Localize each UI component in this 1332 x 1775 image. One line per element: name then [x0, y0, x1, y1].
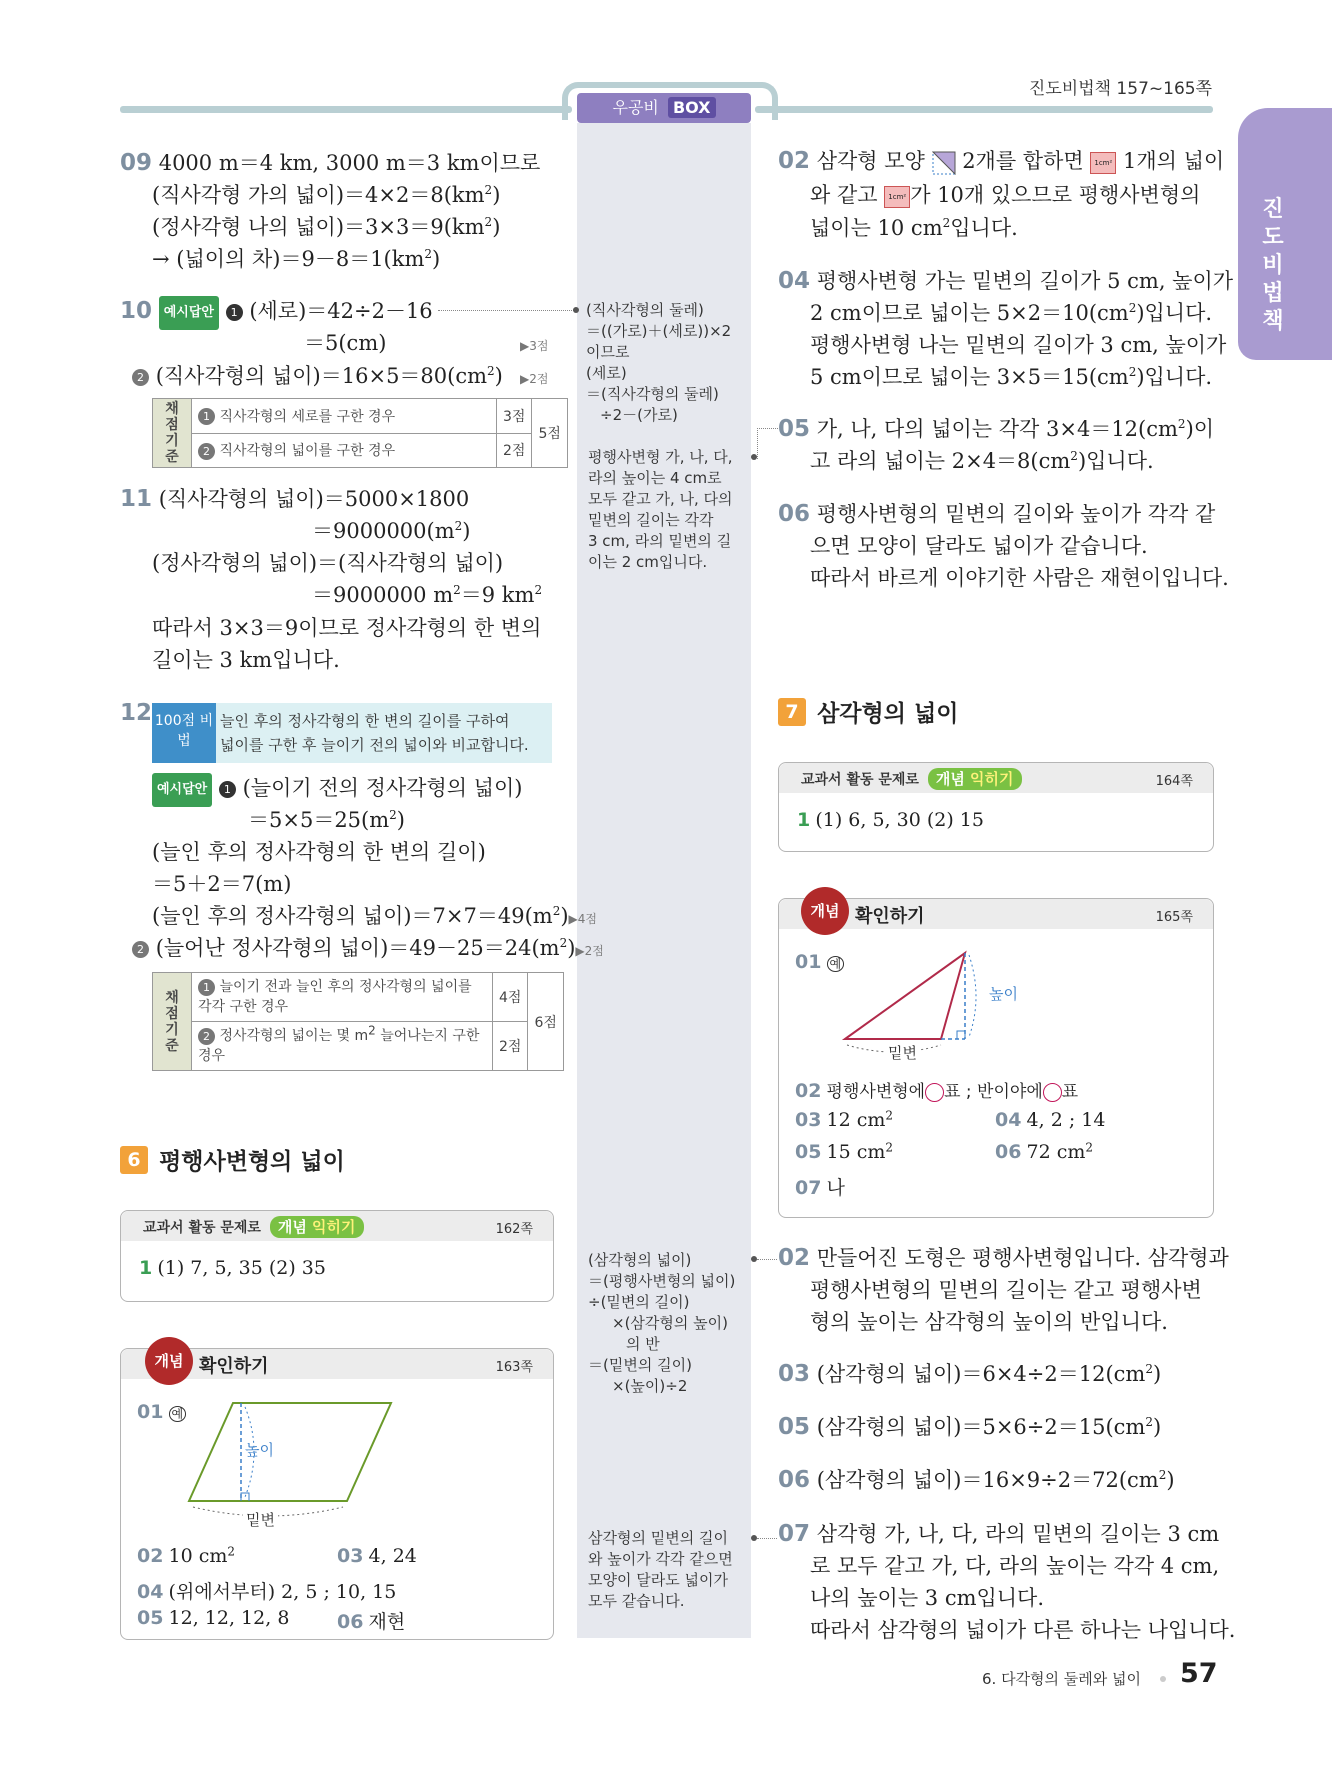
answer-number: 06: [337, 1611, 364, 1633]
q09-line1: [120, 147, 540, 179]
q12-points: ▶4점: [568, 912, 598, 926]
header-ref: 진도비법책 157~165쪽: [1028, 79, 1212, 99]
r-q04-line4: 5 cm이므로 넓이는 $3\times 5=15(cm^2)$입니다.: [810, 365, 1213, 389]
answer-number: 03: [337, 1545, 364, 1567]
answer-value: 4, 2 ; 14: [1026, 1109, 1106, 1131]
activity-answer: (1) 7, 5, 35 (2) 35: [157, 1257, 326, 1279]
q12-text: (늘어난 정사각형의 넓이)＝49－25＝24(m: [155, 936, 560, 960]
check-label: 확인하기: [199, 1356, 269, 1377]
r2-q07-number: 07: [778, 1521, 811, 1547]
section-6-heading: [120, 1143, 345, 1176]
q12-line2: $=5\times 5=25(m^2)$: [248, 808, 405, 832]
section-title: 평행사변형의 넓이: [159, 1149, 345, 1175]
q11-text: ＝9000000 m: [312, 583, 454, 607]
r2-q02-line2: [810, 1274, 1202, 1306]
note-line: ×(높이)÷2: [612, 1377, 688, 1395]
check-tag: 개념: [801, 887, 849, 935]
box-label-text: 우공비: [612, 98, 659, 117]
q12-text: ＝5＋2＝7(m): [152, 872, 292, 896]
header-rule-right: [755, 106, 1213, 113]
r2-q06-text: (삼각형의 넓이)＝16×9÷2＝72(cm: [816, 1468, 1159, 1492]
figure-base-label: 밑변: [243, 1509, 278, 1530]
r2-q03-line: 03 (삼각형의 넓이)$=6\times 4\div 2=12(cm^2)$: [778, 1361, 1162, 1387]
circle-mark-icon: [925, 1083, 944, 1102]
q12-points: ▶2점: [575, 944, 604, 958]
side-tab-char: 책: [1262, 309, 1284, 334]
rubric-points: 2점: [497, 433, 532, 468]
q10-text: (세로)＝42÷2－16: [249, 299, 433, 323]
r2-q07-text: 따라서 삼각형의 넓이가 다른 하나는 나입니다.: [810, 1618, 1236, 1642]
rubric-item: 늘이기 전과 늘인 후의 정사각형의 넓이를 각각 구한 경우: [198, 979, 472, 1015]
check-page: 165쪽: [1155, 910, 1193, 925]
q12-tip-text: 넓이를 구한 후 늘이기 전의 넓이와 비교합니다.: [220, 736, 529, 754]
triangle-tile-icon: [932, 151, 956, 175]
q12-badge: 예시답안: [152, 773, 212, 807]
answer-value: 재현: [368, 1611, 406, 1633]
footer-chapter: 6. 다각형의 둘레와 넓이: [982, 1670, 1142, 1688]
side-tab-char: 도: [1262, 225, 1284, 250]
r2-q06-line: 06 (삼각형의 넓이)$=16\times 9\div 2=72(cm^2)$: [778, 1467, 1175, 1493]
r2-q07-line2: [810, 1550, 1219, 1582]
activity-page: 164쪽: [1155, 774, 1193, 789]
rubric-total: 5점: [532, 399, 567, 468]
q11-text: ＝9000000(m: [312, 519, 455, 543]
parallelogram-figure: [161, 1401, 401, 1531]
answer-number: 03: [795, 1109, 822, 1131]
page-number: 57: [1180, 1658, 1218, 1689]
answer-value: 평행사변형에: [826, 1082, 926, 1102]
check-tag: 개념: [145, 1337, 193, 1385]
note-line: ×(삼각형의 높이): [612, 1314, 728, 1332]
rubric-item: 직사각형의 세로를 구한 경우: [219, 408, 396, 425]
q09-number: 09: [120, 150, 153, 176]
circle-mark-icon: [1043, 1083, 1062, 1102]
answer-number: 04: [995, 1109, 1022, 1131]
q11-text: (직사각형의 넓이)＝5000×1800: [158, 487, 470, 511]
r-q06-text: 으면 모양이 달라도 넓이가 같습니다.: [810, 534, 1148, 558]
note-perimeter: [586, 300, 731, 426]
q12-number: 12: [120, 700, 153, 726]
activity-answer: (1) 6, 5, 30 (2) 15: [815, 809, 984, 831]
r-q04-text: 평행사변형 가는 밑변의 길이가 5 cm, 높이가: [816, 269, 1234, 293]
r-q02-text: 가 10개 있으므로 평행사변형의: [910, 183, 1201, 207]
q11-line5: [152, 612, 541, 644]
note-line: ＝(평행사변형의 넓이): [588, 1272, 736, 1290]
q10-line1: 10 예시답안 1 (세로)＝42÷2－16: [120, 295, 433, 330]
note-line: (세로): [586, 364, 627, 382]
note-line: ＝((가로)＋(세로))×2: [586, 322, 732, 340]
r-q02-text: 입니다.: [950, 216, 1018, 240]
answer-value: 나: [826, 1177, 845, 1199]
figure-base-label: 밑변: [885, 1042, 920, 1063]
r-q06-text: 평행사변형의 밑변의 길이와 높이가 각각 같: [816, 502, 1216, 526]
r-q02-text: 와 같고: [810, 183, 878, 207]
rubric-item: 직사각형의 넓이를 구한 경우: [219, 443, 396, 460]
q12-tip-label: 100점 비법: [152, 703, 216, 763]
r-q04-text: )입니다.: [1136, 365, 1213, 389]
r-q06-line3: [810, 562, 1229, 594]
note-line: 모두 같고 가, 나, 다의: [588, 490, 733, 508]
answer-number: 05: [795, 1141, 822, 1163]
r-q02-line2: [810, 179, 1200, 211]
q11-line4: ＝9000000 $m^2=9$ $km^2$: [312, 583, 543, 607]
answer-value: 12, 12, 12, 8: [168, 1607, 290, 1629]
q12-text: (늘인 후의 정사각형의 한 변의 길이): [152, 840, 486, 864]
check-label: 확인하기: [855, 906, 925, 927]
q12-text: ＝5×5＝25(m: [248, 808, 390, 832]
side-tab: [1238, 108, 1332, 360]
r-q04-line2: 2 cm이므로 넓이는 $5\times 2=10(cm^2)$입니다.: [810, 301, 1213, 325]
q11-line1: [120, 483, 469, 515]
answer-number: 07: [795, 1177, 822, 1199]
box-label: [577, 93, 751, 123]
rubric-label: 채점 기준: [153, 399, 192, 468]
section-number: 6: [120, 1146, 148, 1174]
header-rule-left: [120, 106, 572, 113]
rubric-item: 늘어나는지 구한 경우: [198, 1028, 480, 1064]
check-panel-163: 개념 확인하기 163쪽 01 예 높이 밑변 02 10 $cm^2$ 03 4, 24 04 (위에서부터) 2, 5 ; 10, 15 05 12, 12, 12, 8 06 재현: [120, 1348, 554, 1640]
q12-text: (늘이기 전의 정사각형의 넓이): [242, 776, 523, 800]
q12-tip-text: 늘인 후의 정사각형의 한 변의 길이를 구하여: [220, 712, 510, 730]
r-q05-text: 가, 나, 다의 넓이는 각각 3×4＝12(cm: [816, 417, 1178, 441]
r-q06-number: 06: [778, 501, 811, 527]
r-q06-text: 따라서 바르게 이야기한 사람은 재현이입니다.: [810, 566, 1229, 590]
rubric-item: 정사각형의 넓이는 몇 m: [219, 1028, 369, 1044]
answer-number: 06: [995, 1141, 1022, 1163]
example-mark: 예: [169, 1406, 187, 1422]
rubric-points: 3점: [497, 399, 532, 434]
answer-number: 01: [795, 951, 822, 973]
r-q05-text: 고 라의 넓이는 2×4＝8(cm: [810, 449, 1071, 473]
note-line: 3 cm, 라의 밑변의 길: [588, 532, 732, 550]
r-q04-line3: [810, 329, 1226, 361]
check-panel-165: 개념 확인하기 165쪽 01 예 높이 밑변 02 평행사변형에 표 ; 반이야에 표 03 12 $cm^2$ 04 4, 2 ; 14 05 15 $cm^2$ 06 72 $cm^2$ 07 나: [778, 898, 1214, 1218]
q11-text: 길이는 3 km입니다.: [152, 648, 340, 672]
r2-q07-line3: [810, 1582, 1044, 1614]
activity-answer-number: 1: [797, 809, 811, 831]
q10-text: (직사각형의 넓이)＝16×5＝80(cm: [155, 364, 488, 388]
r2-q02-text: 평행사변형의 밑변의 길이는 같고 평행사변: [810, 1278, 1202, 1302]
q09-line2: (직사각형 가의 넓이)$=4\times 2=8(km^2)$: [152, 183, 501, 207]
r-q04-text: 평행사변형 나는 밑변의 길이가 3 cm, 높이가: [810, 333, 1227, 357]
q10-rubric: 채점 기준 1 직사각형의 세로를 구한 경우 3점 5점 2 직사각형의 넓이를 구한 경우 2점: [152, 398, 568, 468]
q11-line3: [152, 547, 503, 579]
note-line: 라의 높이는 4 cm로: [588, 469, 722, 487]
q09-text: 4000 m＝4 km, 3000 m＝3 km이므로: [158, 151, 541, 175]
q11-line6: [152, 644, 340, 676]
q09-text: → (넓이의 차)＝9－8＝1(km: [152, 247, 425, 271]
r-q05-line1: 05 가, 나, 다의 넓이는 각각 $3\times 4=12(cm^2)$이: [778, 416, 1215, 442]
r-q06-line1: [778, 498, 1215, 530]
side-tab-char: 진: [1262, 197, 1284, 222]
q09-text: (정사각형 나의 넓이)＝3×3＝9(km: [152, 215, 485, 239]
answer-number: 04: [137, 1581, 164, 1603]
note-line: 이므로: [586, 343, 630, 361]
activity-answer-number: 1: [139, 1257, 153, 1279]
check-page: 163쪽: [495, 1360, 533, 1375]
activity-label: 교과서 활동 문제로: [801, 772, 919, 788]
r-q02-line3: 넓이는 10 $cm^2$입니다.: [810, 216, 1018, 240]
answer-number: 02: [795, 1080, 822, 1102]
r2-q07-text: 나의 높이는 3 cm입니다.: [810, 1586, 1045, 1610]
q10-leader-dot: [573, 307, 579, 313]
activity-tag: [928, 768, 1022, 790]
r2-q02-line3: [810, 1306, 1168, 1338]
rubric-points: 2점: [493, 1022, 528, 1071]
r2-q02-text: 형의 높이는 삼각형의 높이의 반입니다.: [810, 1310, 1168, 1334]
section-7-heading: [778, 695, 958, 728]
note-n4-leader: [757, 1538, 777, 1539]
q10-text: ＝5(cm): [304, 331, 387, 355]
note-line: ÷(밑변의 길이): [588, 1293, 690, 1311]
answer-value: 12 cm: [826, 1109, 886, 1131]
figure-height-label: 높이: [245, 1441, 274, 1459]
note-triangle-area: [588, 1250, 735, 1397]
footer-dot: [1160, 1676, 1166, 1682]
q12-line1: 예시답안 1 (늘이기 전의 정사각형의 넓이): [152, 772, 522, 807]
r2-q07-text: 로 모두 같고 가, 다, 라의 높이는 각각 4 cm,: [810, 1554, 1220, 1578]
note-n3-leader: [757, 1259, 777, 1260]
q12-line6: 2 (늘어난 정사각형의 넓이)$=49-25=24(m^2)▶2$점: [132, 932, 604, 967]
note-parallelogram: [588, 447, 733, 573]
r-q05-text: )입니다.: [1077, 449, 1154, 473]
note-line: (직사각형의 둘레): [586, 301, 704, 319]
activity-label: 교과서 활동 문제로: [143, 1220, 261, 1236]
answer-number: 02: [137, 1545, 164, 1567]
note-line: 밑변의 길이는 각각: [588, 511, 714, 529]
r2-q06-number: 06: [778, 1467, 811, 1493]
activity-panel-164: [778, 762, 1214, 852]
r-q02-text: 삼각형 모양: [816, 149, 925, 173]
q10-leader: [438, 310, 574, 311]
box-label-badge: BOX: [668, 97, 716, 118]
r2-q07-line1: [778, 1518, 1219, 1550]
q11-text: (정사각형의 넓이)＝(직사각형의 넓이): [152, 551, 504, 575]
r-q05-text: )이: [1185, 417, 1215, 441]
note-line: 모두 같습니다.: [588, 1592, 685, 1610]
note-line: 의 반: [626, 1335, 660, 1353]
activity-panel-162: [120, 1210, 554, 1302]
activity-page: 162쪽: [495, 1222, 533, 1237]
r-q02-number: 02: [778, 148, 811, 174]
answer-value: 10 cm: [168, 1545, 228, 1567]
q09-line4: → (넓이의 차)$=9-8=1(km^2)$: [152, 247, 441, 271]
note-same-base-height: [588, 1528, 733, 1612]
r-q02-text: 넓이는 10 cm: [810, 216, 943, 240]
answer-value: 4, 24: [368, 1545, 417, 1567]
q11-text: ＝9 km: [460, 583, 535, 607]
r2-q02-text: 만들어진 도형은 평행사변형입니다. 삼각형과: [816, 1246, 1229, 1270]
note-n2-leader: [757, 428, 778, 459]
q12-text: (늘인 후의 정사각형의 넓이)＝7×7＝49(m: [152, 904, 553, 928]
note-line: ＝(직사각형의 둘레): [586, 385, 719, 403]
note-line: 모양이 달라도 넓이가: [588, 1571, 728, 1589]
unit-square-icon: 1cm²: [1090, 152, 1116, 174]
note-line: 평행사변형 가, 나, 다,: [588, 448, 733, 466]
q10-line2: [304, 327, 386, 359]
r-q05-line2: 고 라의 넓이는 $2\times 4=8(cm^2)$입니다.: [810, 449, 1154, 473]
answer-value: 표: [1061, 1082, 1079, 1102]
q12-tip: [152, 703, 552, 763]
side-tab-char: 법: [1262, 281, 1284, 306]
section-number: 7: [778, 698, 806, 726]
q12-line4: [152, 868, 291, 900]
answer-value: 72 cm: [1026, 1141, 1086, 1163]
answer-number: 05: [137, 1607, 164, 1629]
answer-value: 15 cm: [826, 1141, 886, 1163]
q10-points: ▶3점: [520, 339, 549, 353]
side-tab-char: 비: [1262, 253, 1284, 278]
activity-tag-text: 익히기: [312, 1218, 356, 1236]
r2-q05-number: 05: [778, 1414, 811, 1440]
r-q02-text: 2개를 합하면: [962, 149, 1084, 173]
answer-value: (위에서부터) 2, 5 ; 10, 15: [168, 1581, 397, 1603]
rubric-label: 채점 기준: [153, 973, 192, 1071]
r-q04-line1: [778, 265, 1233, 297]
q09-line3: (정사각형 나의 넓이)$=3\times 3=9(km^2)$: [152, 215, 501, 239]
activity-tag: [270, 1216, 364, 1238]
section-title: 삼각형의 넓이: [817, 701, 959, 727]
r2-q05-line: 05 (삼각형의 넓이)$=5\times 6\div 2=15(cm^2)$: [778, 1414, 1162, 1440]
r2-q03-text: (삼각형의 넓이)＝6×4÷2＝12(cm: [816, 1362, 1146, 1386]
figure-height-label: 높이: [989, 985, 1018, 1003]
q10-points: ▶2점: [520, 372, 549, 386]
q11-number: 11: [120, 486, 153, 512]
r2-q03-number: 03: [778, 1361, 811, 1387]
r2-q07-line4: [810, 1614, 1235, 1646]
rubric-total: 6점: [528, 973, 563, 1071]
rubric-points: 4점: [493, 973, 528, 1022]
r-q04-text: )입니다.: [1136, 301, 1213, 325]
note-line: 삼각형의 밑변의 길이: [588, 1529, 728, 1547]
r-q02-text: 1개의 넓이: [1123, 149, 1225, 173]
note-line: 이는 2 cm입니다.: [588, 553, 708, 571]
q12-rubric: 채점 기준 1 늘이기 전과 늘인 후의 정사각형의 넓이를 각각 구한 경우 4점 6점 2 정사각형의 넓이는 몇 $m^2$ 늘어나는지 구한 경우 2점: [152, 972, 564, 1071]
example-mark: 예: [827, 956, 845, 972]
r2-q02-number: 02: [778, 1245, 811, 1271]
r2-q05-text: (삼각형의 넓이)＝5×6÷2＝15(cm: [816, 1415, 1146, 1439]
activity-tag-text: 개념: [277, 1218, 307, 1236]
note-line: ＝(밑변의 길이): [588, 1356, 692, 1374]
r-q04-text: 2 cm이므로 넓이는 5×2＝10(cm: [810, 301, 1129, 325]
q09-text: (직사각형 가의 넓이)＝4×2＝8(km: [152, 183, 485, 207]
unit-square-icon: 1cm²: [884, 186, 910, 208]
q10-number: 10: [120, 298, 153, 324]
q12-line3: [152, 836, 486, 868]
activity-tag-text: 익히기: [970, 770, 1014, 788]
note-line: 와 높이가 각각 같으면: [588, 1550, 733, 1568]
r2-q07-text: 삼각형 가, 나, 다, 라의 밑변의 길이는 3 cm: [816, 1522, 1220, 1546]
q12-line5: (늘인 후의 정사각형의 넓이)$=7\times 7=49(m^2)▶4$점: [152, 904, 598, 928]
q11-line2: $=9000000(m^2)$: [312, 519, 471, 543]
answer-value: 표 ; 반이야에: [944, 1082, 1043, 1102]
answer-number: 01: [137, 1401, 164, 1423]
q10-badge: 예시답안: [159, 296, 219, 330]
note-line: (삼각형의 넓이): [588, 1251, 692, 1269]
r-q06-line2: [810, 530, 1148, 562]
q11-text: 따라서 3×3＝9이므로 정사각형의 한 변의: [152, 616, 542, 640]
r-q04-text: 5 cm이므로 넓이는 3×5＝15(cm: [810, 365, 1129, 389]
activity-tag-text: 개념: [935, 770, 965, 788]
note-line: ÷2－(가로): [600, 406, 678, 424]
r-q05-number: 05: [778, 416, 811, 442]
r-q02-line1: [778, 145, 1224, 177]
q10-line3: 2 (직사각형의 넓이)$=16\times 5=80(cm^2)$: [132, 360, 503, 392]
r-q04-number: 04: [778, 268, 811, 294]
r2-q02-line1: [778, 1242, 1229, 1274]
